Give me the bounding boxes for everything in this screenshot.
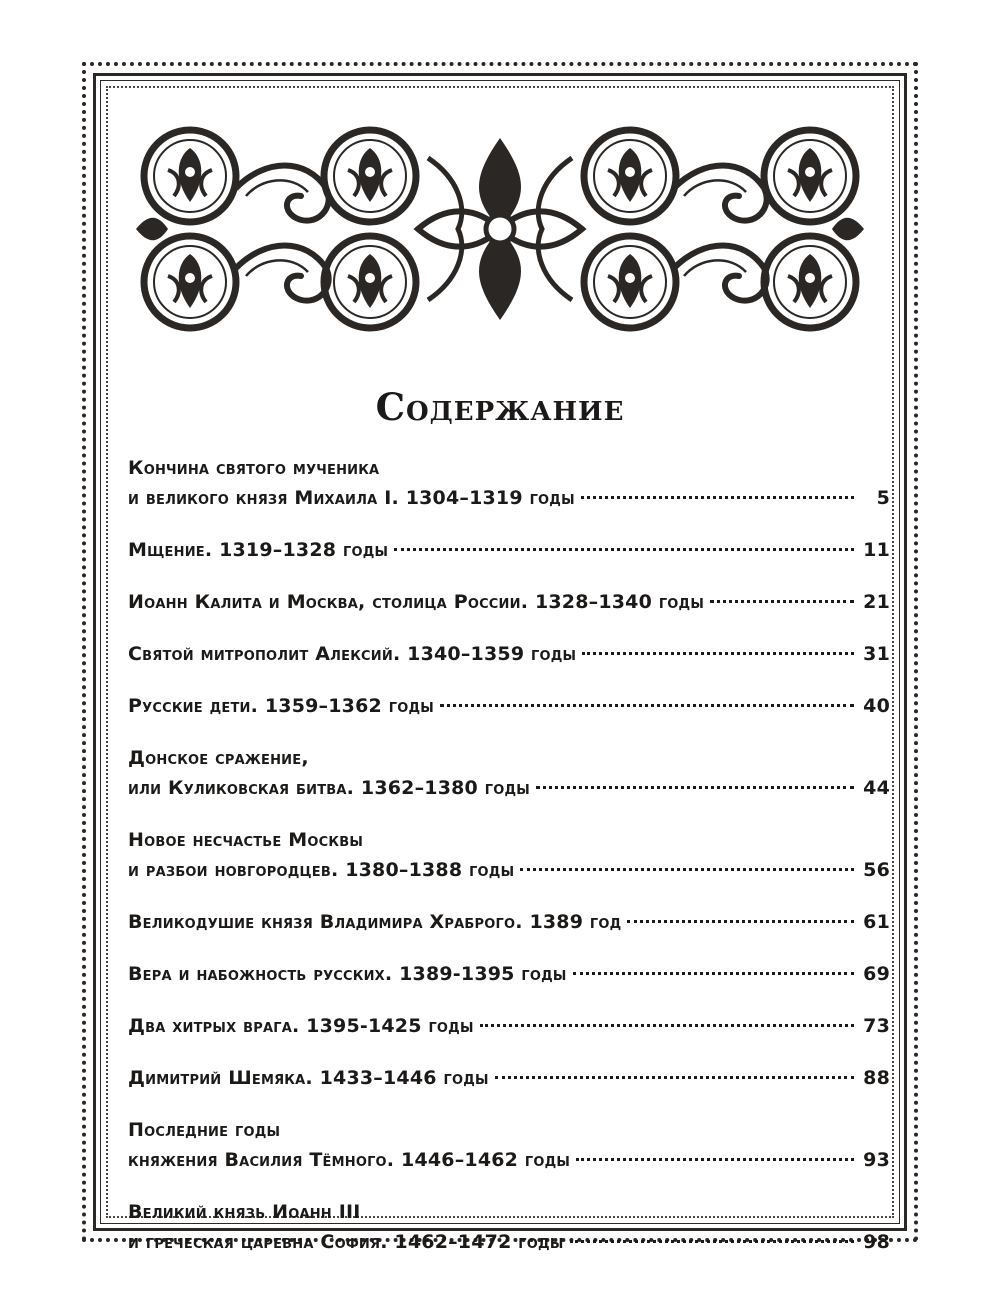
toc-leader-dots (573, 972, 854, 975)
toc-page-number: 88 (863, 1067, 890, 1089)
toc-entry (128, 1115, 890, 1175)
toc-page-number: 98 (863, 1231, 890, 1253)
toc-entry-title-line: Донское сражение, (128, 747, 309, 769)
toc-entry-row (128, 773, 890, 803)
toc-page-number: 21 (863, 591, 890, 613)
toc-leader-dots (440, 704, 854, 707)
toc-entry-row (128, 639, 890, 669)
toc-page-number: 40 (863, 695, 890, 717)
toc-entry (128, 907, 890, 937)
toc-entry-title: Два хитрых врага. 1395-1425 годы (128, 1015, 474, 1037)
toc-entry-title: и великого князя Михаила I. 1304–1319 годы (128, 487, 575, 509)
toc-entry-title-line: Кончина святого мученика (128, 457, 380, 479)
table-of-contents (128, 453, 890, 1279)
toc-entry-title-line: Последние годы (128, 1119, 281, 1141)
toc-entry-title: Димитрий Шемяка. 1433–1446 годы (128, 1067, 489, 1089)
toc-leader-dots (627, 920, 854, 923)
toc-entry-row (128, 691, 890, 721)
toc-page-number: 69 (863, 963, 890, 985)
toc-page-number: 73 (863, 1015, 890, 1037)
toc-entry-title-line: Великий князь Иоанн III (128, 1201, 361, 1223)
toc-entry-row (128, 1011, 890, 1041)
page-title: Содержание (375, 385, 625, 429)
toc-entry (128, 639, 890, 669)
toc-page-number: 44 (863, 777, 890, 799)
toc-entry (128, 1197, 890, 1257)
ornament-headpiece (128, 118, 872, 340)
toc-entry (128, 825, 890, 885)
toc-entry (128, 1063, 890, 1093)
toc-entry-title: Вера и набожность русских. 1389-1395 годы (128, 963, 567, 985)
toc-entry-title: Мщение. 1319–1328 годы (128, 539, 389, 561)
toc-leader-dots (570, 1240, 855, 1243)
toc-leader-dots (581, 496, 854, 499)
toc-page-number: 5 (876, 487, 890, 509)
toc-entry-row (128, 959, 890, 989)
toc-leader-dots (480, 1024, 854, 1027)
toc-entry-title: Иоанн Калита и Москва, столица России. 1328–1340 годы (128, 591, 705, 613)
toc-entry-row (128, 855, 890, 885)
toc-leader-dots (495, 1076, 854, 1079)
toc-leader-dots (710, 600, 854, 603)
toc-leader-dots (394, 548, 854, 551)
toc-entry (128, 743, 890, 803)
toc-page-number: 11 (863, 539, 890, 561)
toc-page-number: 56 (863, 859, 890, 881)
toc-entry-title: Святой митрополит Алексий. 1340–1359 годы (128, 643, 577, 665)
toc-leader-dots (582, 652, 854, 655)
toc-entry (128, 535, 890, 565)
toc-entry-row (128, 587, 890, 617)
toc-entry-row (128, 1145, 890, 1175)
toc-entry-row (128, 1227, 890, 1257)
toc-leader-dots (520, 868, 854, 871)
toc-entry-title: Русские дети. 1359–1362 годы (128, 695, 434, 717)
toc-entry-row (128, 483, 890, 513)
toc-entry-row (128, 535, 890, 565)
toc-entry-title: и разбои новгородцев. 1380–1388 годы (128, 859, 515, 881)
toc-leader-dots (536, 786, 854, 789)
toc-entry (128, 959, 890, 989)
toc-entry-title: княжения Василия Тёмного. 1446–1462 годы (128, 1149, 571, 1171)
toc-entry-row (128, 1063, 890, 1093)
toc-entry-title: или Куликовская битва. 1362–1380 годы (128, 777, 530, 799)
toc-entry-title-line: Новое несчастье Москвы (128, 829, 363, 851)
toc-page-number: 61 (863, 911, 890, 933)
toc-page-number: 31 (863, 643, 890, 665)
toc-entry (128, 453, 890, 513)
toc-leader-dots (576, 1158, 854, 1161)
toc-entry (128, 1011, 890, 1041)
toc-entry (128, 587, 890, 617)
toc-entry-row (128, 907, 890, 937)
toc-page-number: 93 (863, 1149, 890, 1171)
toc-entry-title: и греческая царевна София. 1462–1472 годы (128, 1231, 564, 1253)
toc-entry (128, 691, 890, 721)
toc-entry-title: Великодушие князя Владимира Храброго. 1389 год (128, 911, 622, 933)
